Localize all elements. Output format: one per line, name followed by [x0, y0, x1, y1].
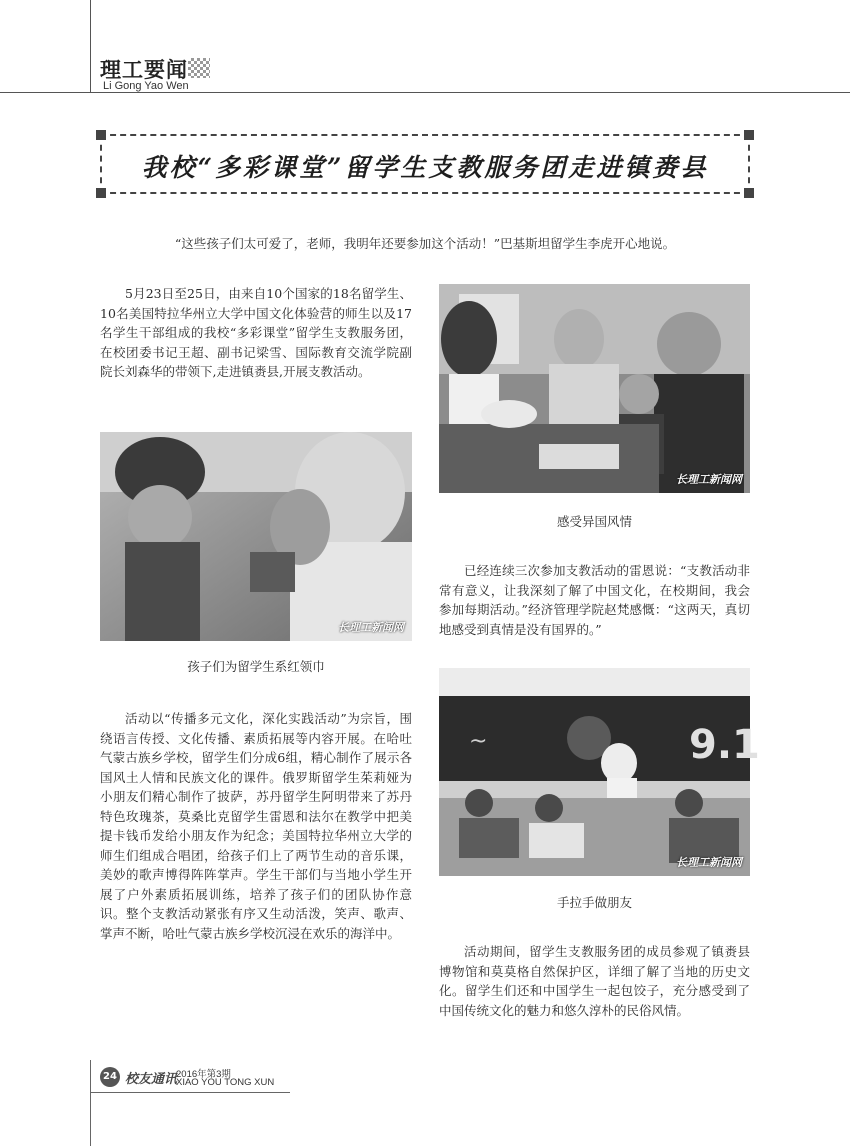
photo-hand-in-hand	[439, 668, 760, 876]
section-pinyin: Li Gong Yao Wen	[103, 80, 189, 92]
photo-foreign-culture	[439, 284, 750, 493]
title-corner-ornament	[96, 188, 106, 198]
title-corner-ornament	[744, 188, 754, 198]
magazine-pinyin: XIAO YOU TONG XUN	[176, 1077, 275, 1088]
footer-rule	[90, 1092, 290, 1093]
title-corner-ornament	[744, 130, 754, 140]
article-paragraph: 5月23日至25日，由来自10个国家的18名留学生、10名美国特拉华州立大学中国文化体验营的师生以及17名学生干部组成的我校“多彩课堂”留学生支教服务团，在校团委书记王超、副书记梁雪、国际教育交流学院副院长刘森华的带领下,走进镇赉县,开展支教活动。	[100, 286, 412, 379]
photo-watermark: 长理工新闻网	[676, 856, 742, 869]
checker-ornament-icon	[188, 58, 210, 78]
photo-watermark: 长理工新闻网	[676, 473, 742, 486]
title-corner-ornament	[96, 130, 106, 140]
magazine-name: 校友通讯	[125, 1072, 178, 1087]
svg-text:~: ~	[469, 729, 488, 754]
photo-caption: 手拉手做朋友	[556, 895, 632, 910]
article-title: 我校“多彩课堂”留学生支教服务团走进镇赉县	[141, 153, 709, 182]
photo-red-scarf-image	[100, 432, 412, 641]
photo-hand-in-hand-image	[439, 668, 760, 876]
header-divider-vertical	[90, 0, 91, 92]
section-title: 理工要闻	[100, 58, 188, 82]
article-paragraph: 活动期间，留学生支教服务团的成员参观了镇赉县博物馆和莫莫格自然保护区，详细了解了当地的历史文化。留学生们还和中国学生一起包饺子，充分感受到了中国传统文化的魅力和悠久淳朴的民俗风情。	[439, 944, 750, 1018]
header-rule	[0, 92, 850, 93]
footer-divider-vertical	[90, 1060, 91, 1146]
photo-caption: 感受异国风情	[556, 514, 632, 529]
page-number: 24	[100, 1067, 120, 1087]
photo-caption: 孩子们为留学生系红领巾	[187, 659, 325, 674]
article-paragraph: 已经连续三次参加支教活动的雷恩说：“支教活动非常有意义，让我深刻了解了中国文化，在校期间，我会参加每期活动。”经济管理学院赵梵感慨：“这两天，真切地感受到真情是没有国界的。”	[439, 563, 750, 637]
issue-number: 2016年第3期	[176, 1069, 231, 1080]
photo-foreign-culture-image	[439, 284, 750, 493]
lead-quote: “这些孩子们太可爱了，老师，我明年还要参加这个活动！”巴基斯坦留学生李虎开心地说。	[174, 236, 676, 251]
photo-red-scarf	[100, 432, 412, 641]
article-paragraph: 活动以“传播多元文化，深化实践活动”为宗旨，围绕语言传授、文化传播、素质拓展等内容开展。在哈吐气蒙古族乡学校，留学生们分成6组，精心制作了展示各国风土人情和民族文化的课件。俄罗斯留学生茱莉娅为小朋友们精心制作了披萨，苏丹留学生阿明带来了苏丹特色玫瑰茶，莫桑比克留学生雷恩和法尔在教学中把美提卡钱币发给小朋友作为纪念；美国特拉华州立大学的师生们组成合唱团，给孩子们上了两节生动的音乐课，美妙的歌声博得阵阵掌声。学生干部们与当地小学生开展了户外素质拓展训练，培养了孩子们的团队协作意识。整个支教活动紧张有序又生动活泼，笑声、歌声、掌声不断，哈吐气蒙古族乡学校沉浸在欢乐的海洋中。	[100, 711, 412, 941]
photo-watermark: 长理工新闻网	[338, 621, 404, 634]
svg-text:9.1: 9.1	[689, 722, 760, 768]
